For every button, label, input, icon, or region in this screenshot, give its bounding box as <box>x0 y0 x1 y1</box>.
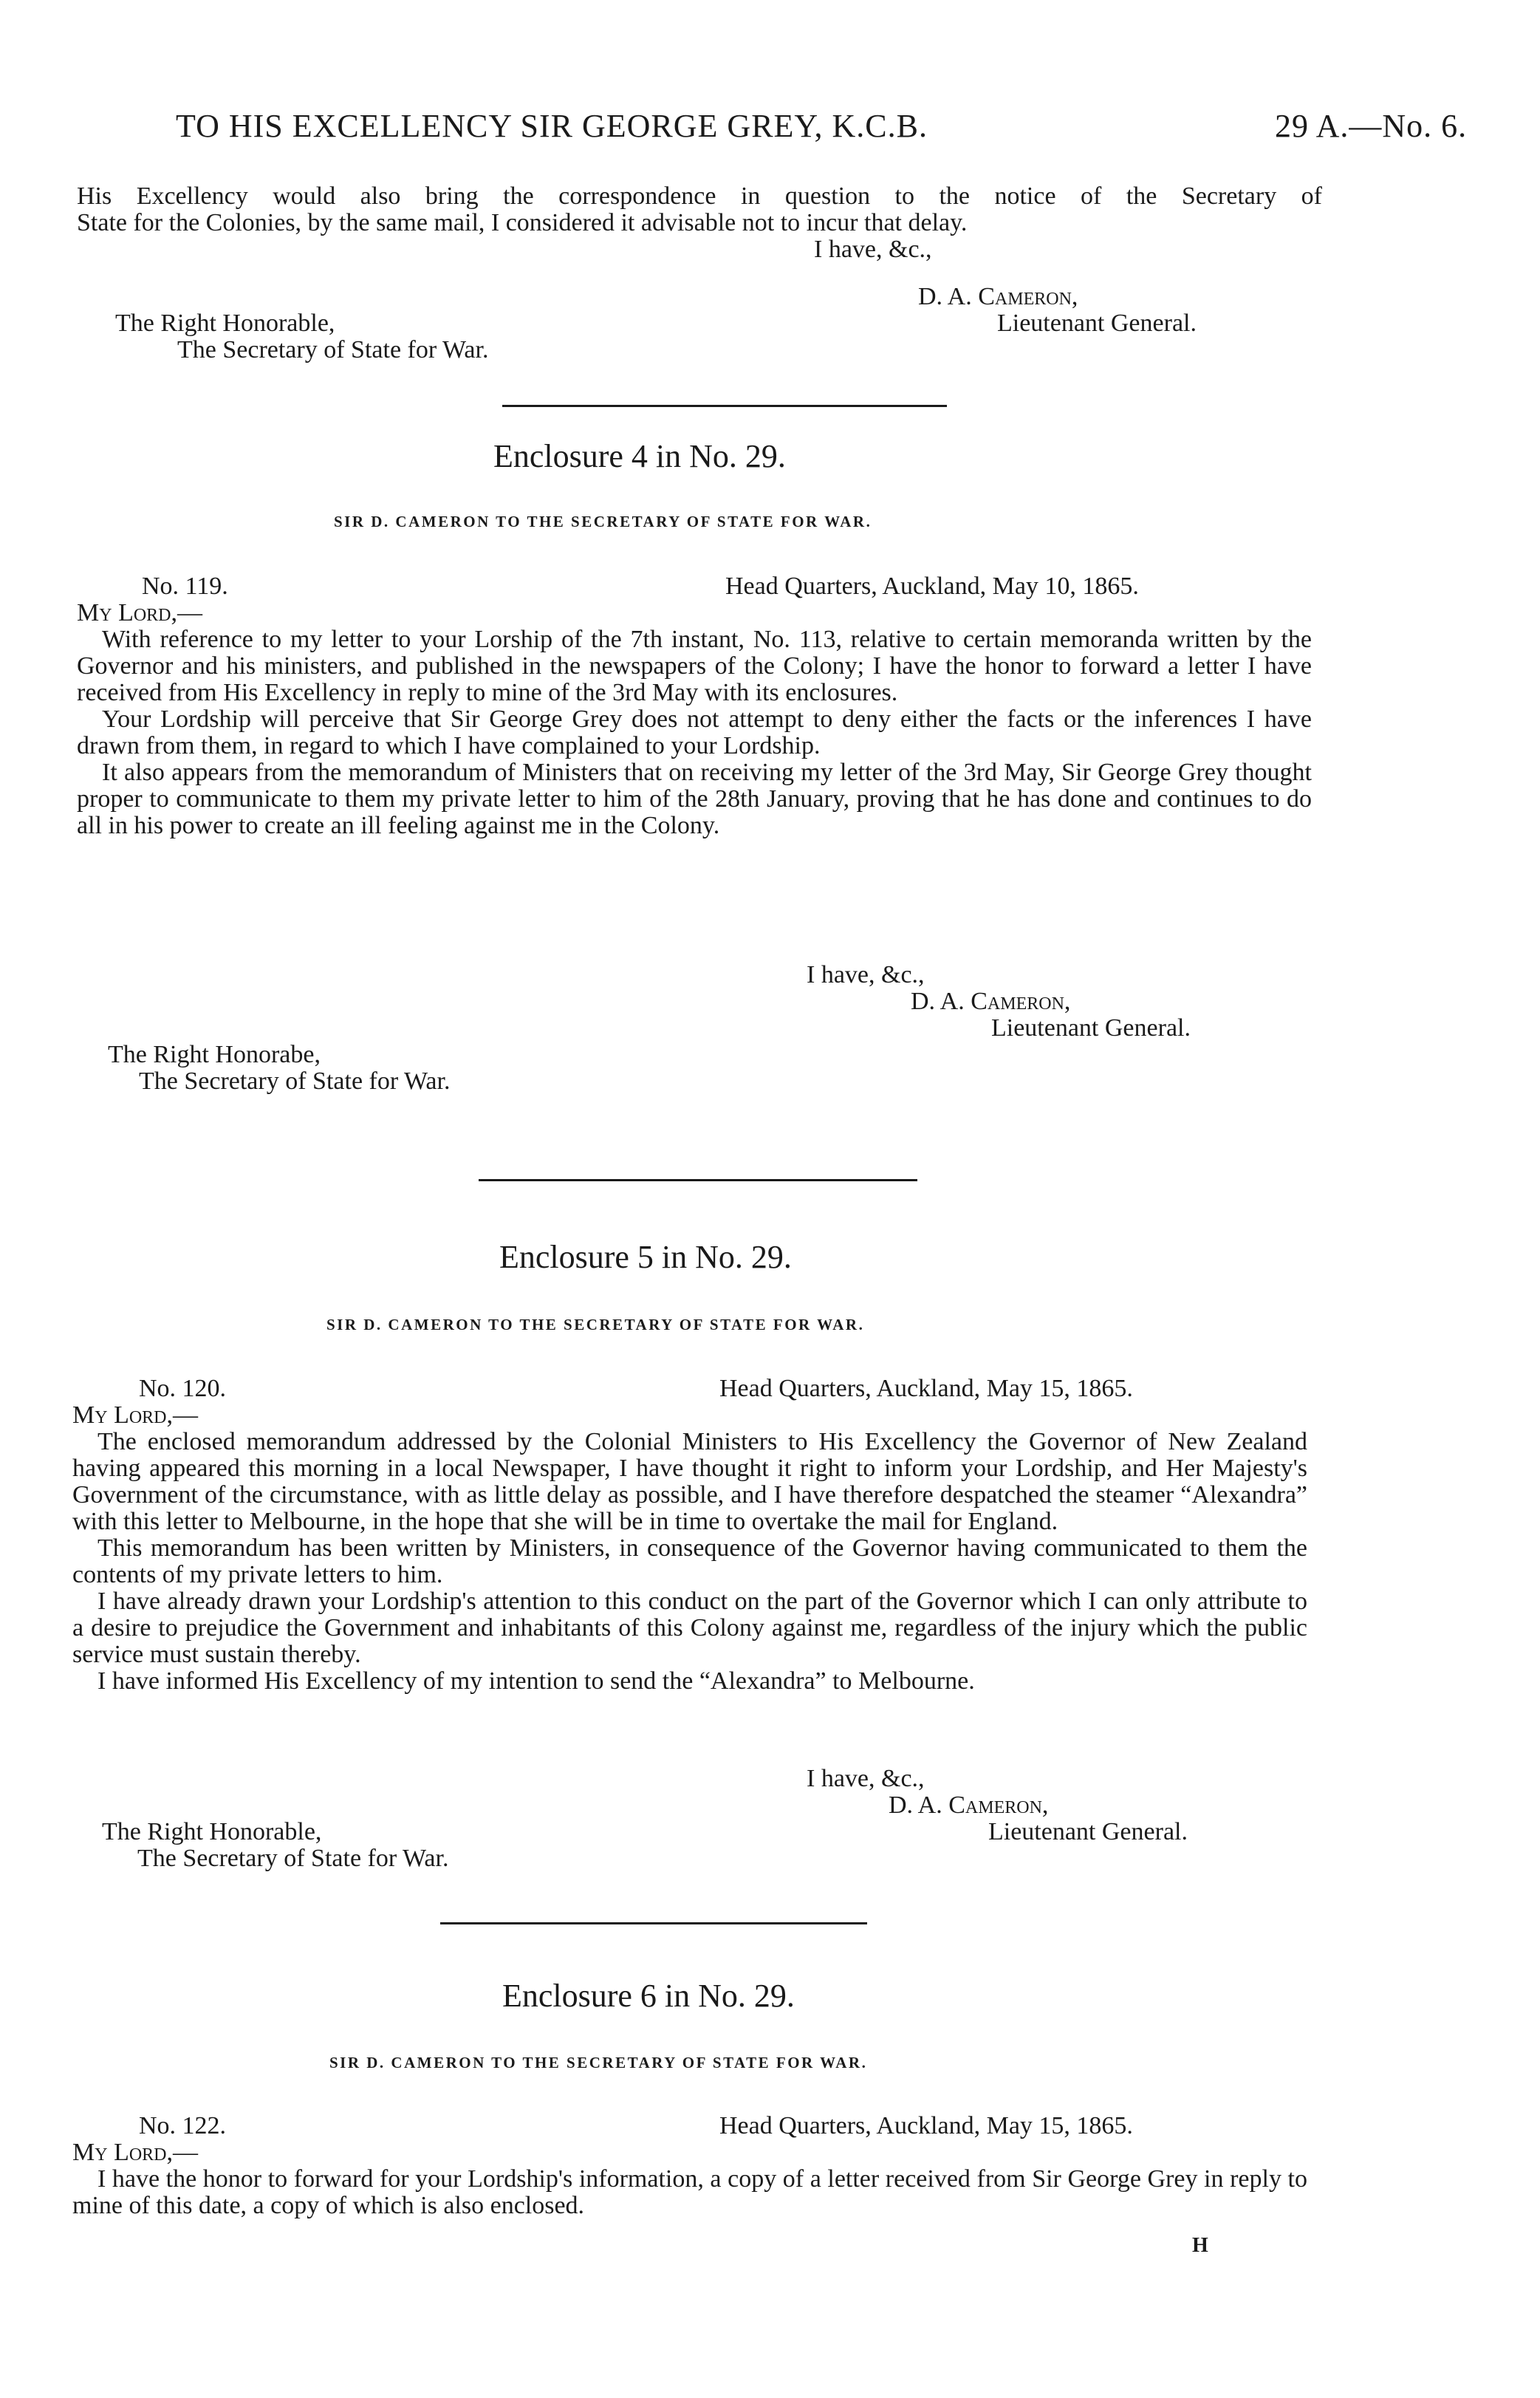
enclosure-5-paragraph-3: I have already drawn your Lordship's attention to this conduct on the part of the Governor which I can only attribute to a desire to prejudice the Government and inhabitants of this Colony against me, regardless of the injury which the public service must sustain thereby. <box>72 1588 1307 1668</box>
enclosure-4-subhead: SIR D. CAMERON TO THE SECRETARY OF STATE FOR WAR. <box>334 513 872 530</box>
addressee-line-1: The Right Honorable, <box>115 310 335 337</box>
enclosure-6-place-date: Head Quarters, Auckland, May 15, 1865. <box>719 2112 1133 2139</box>
enclosure-5-place-date: Head Quarters, Auckland, May 15, 1865. <box>719 1375 1133 1402</box>
running-header-title: TO HIS EXCELLENCY SIR GEORGE GREY, K.C.B. <box>176 108 928 144</box>
enclosure-5-body <box>72 1429 1307 1695</box>
signer-name: D. A. Cameron, <box>918 283 1078 310</box>
enclosure-5-addressee-1: The Right Honorable, <box>102 1818 322 1845</box>
section-divider <box>502 405 947 407</box>
enclosure-5-title: Enclosure 5 in No. 29. <box>499 1239 792 1275</box>
enclosure-6-title: Enclosure 6 in No. 29. <box>502 1978 795 2014</box>
enclosure-4-paragraph-2: Your Lordship will perceive that Sir George Grey does not attempt to deny either the facts or the inferences I have drawn from them, in regard to which I have complained to your Lordship. <box>77 706 1312 759</box>
enclosure-6-paragraph-1: I have the honor to forward for your Lordship's information, a copy of a letter received from Sir George Grey in reply to mine of this date, a copy of which is also enclosed. <box>72 2165 1307 2219</box>
enclosure-4-addressee-1: The Right Honorabe, <box>108 1041 321 1068</box>
enclosure-4-title: Enclosure 4 in No. 29. <box>493 438 786 474</box>
enclosure-5-subhead: SIR D. CAMERON TO THE SECRETARY OF STATE FOR WAR. <box>326 1316 865 1333</box>
enclosure-6-body <box>72 2166 1307 2219</box>
enclosure-4-closing: I have, &c., <box>807 961 925 988</box>
addressee-line-2: The Secretary of State for War. <box>177 336 489 363</box>
closing: I have, &c., <box>814 236 932 263</box>
continuation-line-2: State for the Colonies, by the same mail, I considered it advisable not to incur that delay. <box>77 209 968 236</box>
enclosure-4-number: No. 119. <box>142 573 228 600</box>
enclosure-4-signer-name: D. A. Cameron, <box>911 988 1071 1015</box>
section-divider <box>479 1179 917 1181</box>
continuation-line-1: His Excellency would also bring the correspondence in question to the notice of the Secretary of <box>77 182 1322 210</box>
enclosure-4-paragraph-1: With reference to my letter to your Lorship of the 7th instant, No. 113, relative to certain memoranda written by the Governor and his ministers, and published in the newspapers of the Colony; I have the honor to forward a letter I have received from His Excellency in reply to mine of the 3rd May with its enclosures. <box>77 626 1312 706</box>
enclosure-4-paragraph-3: It also appears from the memorandum of Ministers that on receiving my letter of the 3rd May, Sir George Grey thought proper to communicate to them my private letter to him of the 28th January, proving that he has done and continues to do all in his power to create an ill feeling against me in the Colony. <box>77 759 1312 839</box>
enclosure-4-place-date: Head Quarters, Auckland, May 10, 1865. <box>725 573 1139 600</box>
enclosure-6-number: No. 122. <box>139 2112 227 2139</box>
enclosure-6-subhead: SIR D. CAMERON TO THE SECRETARY OF STATE FOR WAR. <box>329 2054 868 2071</box>
signer-rank: Lieutenant General. <box>997 310 1197 337</box>
enclosure-5-addressee-2: The Secretary of State for War. <box>137 1845 449 1872</box>
enclosure-4-salutation: My Lord,— <box>77 599 203 626</box>
section-divider <box>440 1922 867 1924</box>
enclosure-5-closing: I have, &c., <box>807 1765 925 1792</box>
enclosure-5-signer-rank: Lieutenant General. <box>988 1818 1188 1845</box>
enclosure-4-signer-rank: Lieutenant General. <box>991 1014 1191 1042</box>
enclosure-5-paragraph-1: The enclosed memorandum addressed by the Colonial Ministers to His Excellency the Governor of New Zealand having appeared this morning in a local Newspaper, I have thought it right to inform your Lordship, and Her Majesty's Government of the circumstance, with as little delay as possible, and I have therefore despatched the steamer “Alexandra” with this letter to Melbourne, in the hope that she will be in time to overtake the mail for England. <box>72 1428 1307 1535</box>
page-reference: 29 A.—No. 6. <box>1275 108 1468 144</box>
enclosure-4-body <box>77 626 1312 839</box>
enclosure-5-paragraph-2: This memorandum has been written by Ministers, in consequence of the Governor having communicated to them the contents of my private letters to him. <box>72 1534 1307 1588</box>
enclosure-5-paragraph-4: I have informed His Excellency of my intention to send the “Alexandra” to Melbourne. <box>97 1667 975 1695</box>
signature-mark: H <box>1192 2234 1208 2257</box>
enclosure-6-salutation: My Lord,— <box>72 2139 199 2166</box>
enclosure-5-signer-name: D. A. Cameron, <box>889 1791 1049 1819</box>
enclosure-4-addressee-2: The Secretary of State for War. <box>139 1068 451 1095</box>
enclosure-5-salutation: My Lord,— <box>72 1401 199 1429</box>
enclosure-5-number: No. 120. <box>139 1375 227 1402</box>
